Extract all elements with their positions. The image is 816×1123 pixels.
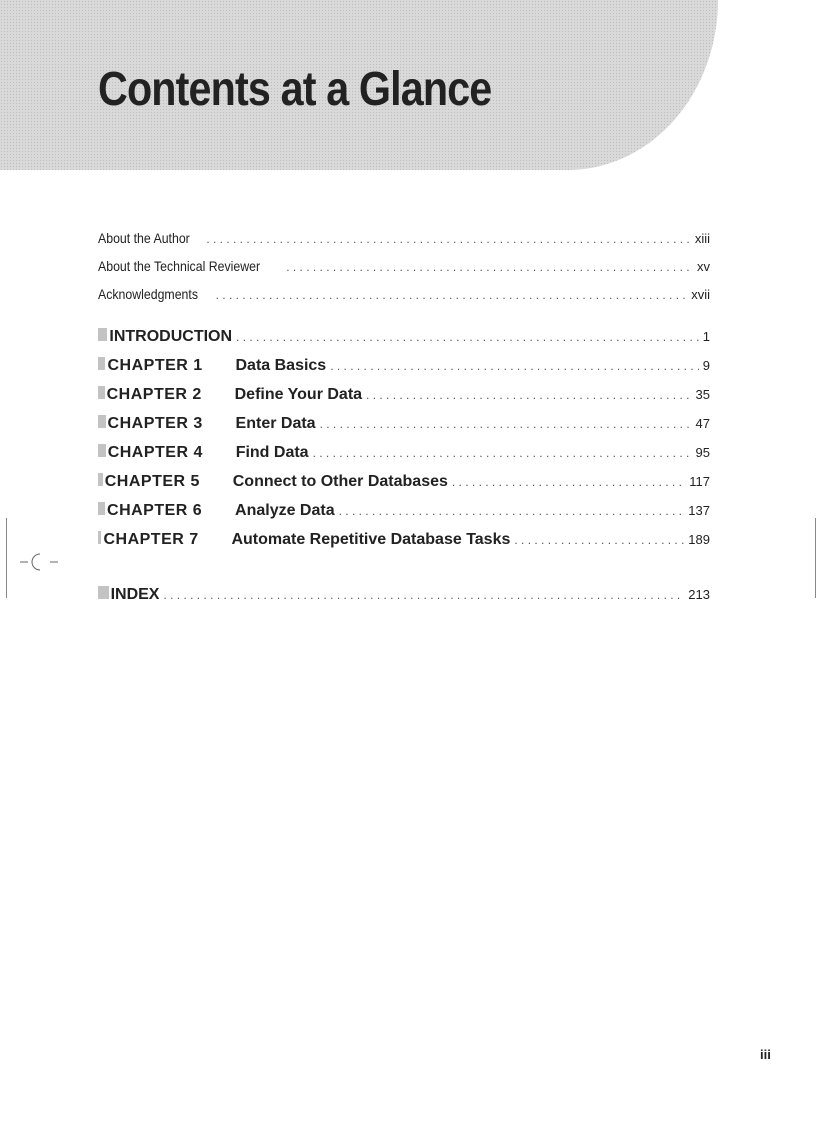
dot-leader <box>313 446 692 460</box>
dot-leader <box>366 388 691 402</box>
registration-mark-icon <box>20 550 60 574</box>
chapter-title: Connect to Other Databases <box>232 473 448 490</box>
dot-leader <box>216 288 688 302</box>
section-marker-icon <box>98 415 106 428</box>
chapter-label: CHAPTER 2 <box>106 386 202 403</box>
toc-entry-page: xvii <box>691 287 710 302</box>
toc-entry-page: 137 <box>688 503 710 518</box>
toc-entry-page: 213 <box>688 587 710 602</box>
crop-mark-left <box>6 518 7 598</box>
section-spacer <box>98 560 710 586</box>
toc-entry-chapter-5[interactable] <box>98 473 710 502</box>
chapter-label: CHAPTER 6 <box>107 502 203 519</box>
toc-entry-chapter-1[interactable] <box>98 357 710 386</box>
toc-entry-page: 189 <box>688 532 710 547</box>
toc-entry-chapter-2[interactable] <box>98 386 710 415</box>
toc-entry-label: Acknowledgments <box>98 286 198 302</box>
toc-entry-chapter-4[interactable] <box>98 444 710 473</box>
toc-entry-about-reviewer[interactable] <box>98 258 710 286</box>
toc-entry-label: About the Author <box>98 230 190 246</box>
chapter-label: CHAPTER 7 <box>103 531 199 548</box>
toc-entry-page: 47 <box>695 416 710 431</box>
chapter-title: Data Basics <box>235 357 327 374</box>
chapter-label: CHAPTER 4 <box>107 444 203 461</box>
toc-entry-label: INTRODUCTION <box>109 328 233 345</box>
chapter-label: CHAPTER 1 <box>107 357 203 374</box>
dot-leader <box>236 330 699 344</box>
section-marker-icon <box>98 328 107 341</box>
toc-entry-chapter-7[interactable] <box>98 531 710 560</box>
section-marker-icon <box>98 444 106 457</box>
toc-entry-page: 95 <box>695 445 710 460</box>
chapter-title: Find Data <box>235 444 309 461</box>
toc-entry-page: xv <box>697 259 710 274</box>
page-title: Contents at a Glance <box>98 63 492 116</box>
toc-entry-label: About the Technical Reviewer <box>98 258 261 274</box>
toc-entry-page: 117 <box>689 474 710 489</box>
toc-entry-chapter-3[interactable] <box>98 415 710 444</box>
section-marker-icon <box>98 586 109 599</box>
toc-entry-page: 35 <box>695 387 710 402</box>
chapter-title: Analyze Data <box>235 502 335 519</box>
dot-leader <box>339 504 685 518</box>
dot-leader <box>452 475 685 489</box>
toc-entry-about-author[interactable] <box>98 230 710 258</box>
dot-leader <box>206 232 691 246</box>
toc-entry-label: INDEX <box>110 586 160 603</box>
section-marker-icon <box>98 386 105 399</box>
dot-leader <box>163 588 684 602</box>
dot-leader <box>320 417 692 431</box>
page-number: iii <box>760 1047 771 1062</box>
dot-leader <box>330 359 699 373</box>
toc-entry-page: 1 <box>702 329 710 344</box>
dot-leader <box>286 260 693 274</box>
section-marker-icon <box>98 502 105 515</box>
toc-entry-introduction[interactable] <box>98 328 710 357</box>
chapter-label: CHAPTER 3 <box>107 415 203 432</box>
section-marker-icon <box>98 531 101 544</box>
chapter-title: Automate Repetitive Database Tasks <box>231 531 511 548</box>
chapter-label: CHAPTER 5 <box>104 473 200 490</box>
toc-entry-index[interactable] <box>98 586 710 615</box>
section-spacer <box>98 314 710 328</box>
toc-entry-acknowledgments[interactable] <box>98 286 710 314</box>
toc-entry-page: xiii <box>694 231 710 246</box>
section-marker-icon <box>98 357 105 370</box>
chapter-title: Enter Data <box>235 415 316 432</box>
chapter-title: Define Your Data <box>234 386 363 403</box>
toc-entry-chapter-6[interactable] <box>98 502 710 531</box>
table-of-contents <box>98 230 710 615</box>
dot-leader <box>514 533 684 547</box>
section-marker-icon <box>98 473 103 486</box>
toc-entry-page: 9 <box>702 358 710 373</box>
